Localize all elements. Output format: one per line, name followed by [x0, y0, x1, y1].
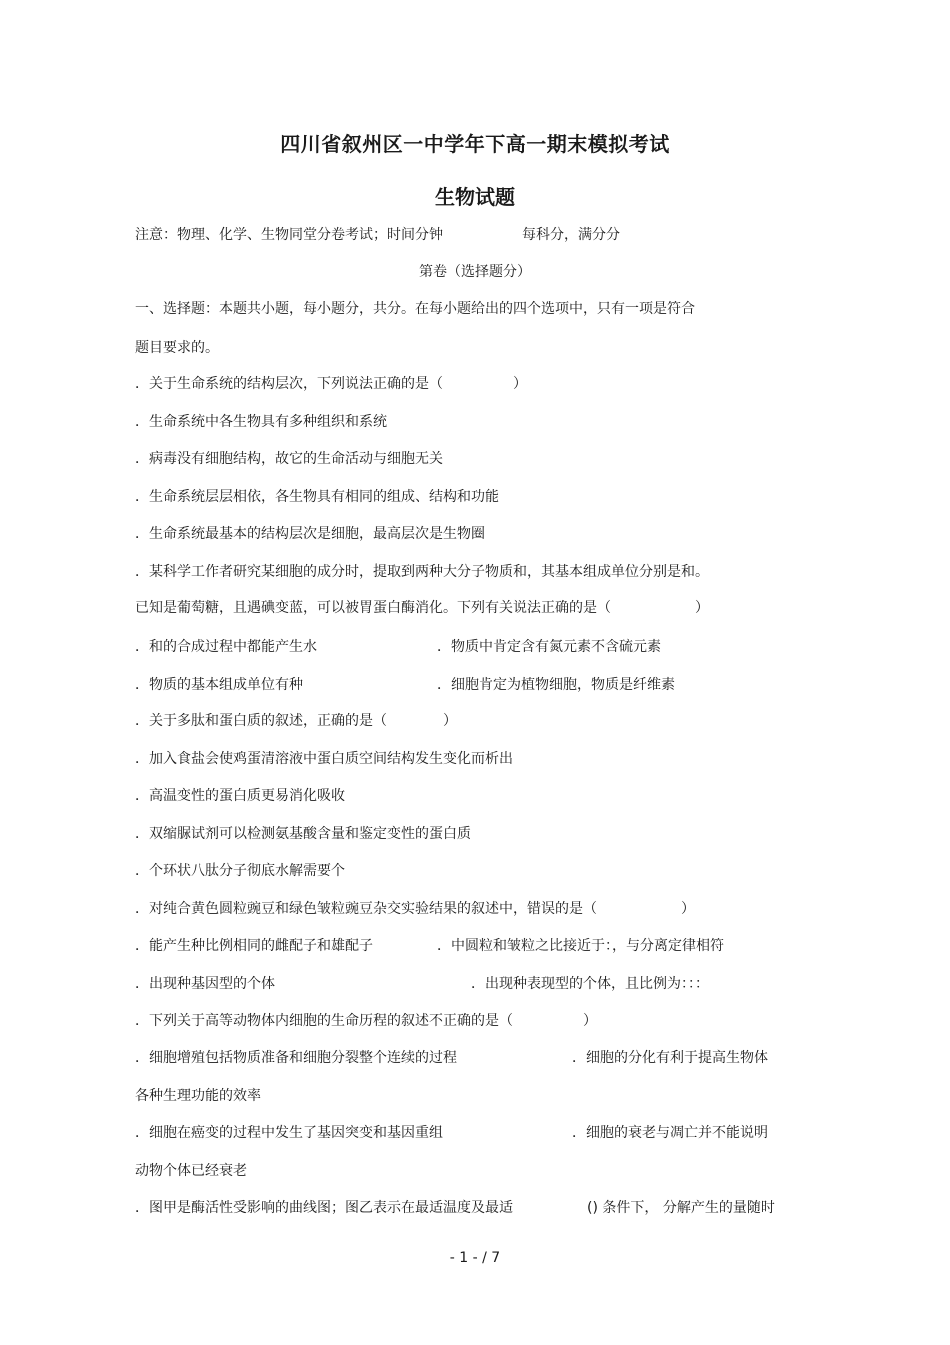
question-option: ．双缩脲试剂可以检测氨基酸含量和鉴定变性的蛋白质: [135, 826, 471, 842]
question-option: ．和的合成过程中都能产生水: [135, 639, 317, 655]
question-stem: ．图甲是酶活性受影响的曲线图；图乙表示在最适温度及最适: [135, 1200, 513, 1216]
question-option: ．能产生种比例相同的雌配子和雄配子: [135, 938, 373, 954]
question-option: ．生命系统层层相依，各生物具有相同的组成、结构和功能: [135, 489, 499, 505]
question-stem: ．某科学工作者研究某细胞的成分时，提取到两种大分子物质和，其基本组成单位分别是和。: [135, 564, 709, 580]
question-stem-continued: () 条件下， 分解产生的量随时: [587, 1200, 775, 1216]
instruction-line: 题目要求的。: [135, 340, 219, 356]
question-option: ．细胞的分化有利于提高生物体: [572, 1050, 768, 1066]
question-option: ．病毒没有细胞结构，故它的生命活动与细胞无关: [135, 451, 443, 467]
question-stem: ．关于多肽和蛋白质的叙述，正确的是（ ）: [135, 713, 457, 729]
question-option: ．高温变性的蛋白质更易消化吸收: [135, 788, 345, 804]
question-stem: 已知是葡萄糖，且遇碘变蓝，可以被胃蛋白酶消化。下列有关说法正确的是（ ）: [135, 600, 709, 616]
question-option: ．物质中肯定含有氮元素不含硫元素: [437, 639, 661, 655]
question-option: ．细胞在癌变的过程中发生了基因突变和基因重组: [135, 1125, 443, 1141]
question-option: ．中圆粒和皱粒之比接近于：，与分离定律相符: [437, 938, 724, 954]
question-option: ．加入食盐会使鸡蛋清溶液中蛋白质空间结构发生变化而析出: [135, 751, 513, 767]
notice-right: 每科分，满分分: [522, 227, 620, 243]
question-option-continued: 各种生理功能的效率: [135, 1088, 261, 1104]
question-option: ．细胞的衰老与凋亡并不能说明: [572, 1125, 768, 1141]
question-option-continued: 动物个体已经衰老: [135, 1163, 247, 1179]
page-number: - 1 - / 7: [449, 1250, 501, 1266]
question-option: ．个环状八肽分子彻底水解需要个: [135, 863, 345, 879]
question-option: ．生命系统中各生物具有多种组织和系统: [135, 414, 387, 430]
question-stem: ．对纯合黄色圆粒豌豆和绿色皱粒豌豆杂交实验结果的叙述中，错误的是（ ）: [135, 901, 695, 917]
question-option: ．出现种表现型的个体，且比例为：：：: [471, 976, 709, 992]
page-title: 四川省叙州区一中学年下高一期末模拟考试: [280, 132, 670, 156]
section-title: 第卷（选择题分）: [419, 264, 531, 280]
question-stem: ．下列关于高等动物体内细胞的生命历程的叙述不正确的是（ ）: [135, 1013, 597, 1029]
question-option: ．细胞增殖包括物质准备和细胞分裂整个连续的过程: [135, 1050, 457, 1066]
question-option: ．出现种基因型的个体: [135, 976, 275, 992]
question-option: ．细胞肯定为植物细胞，物质是纤维素: [437, 677, 675, 693]
instruction-line: 一、选择题：本题共小题，每小题分，共分。在每小题给出的四个选项中，只有一项是符合: [135, 301, 695, 317]
question-option: ．生命系统最基本的结构层次是细胞，最高层次是生物圈: [135, 526, 485, 542]
question-stem: ．关于生命系统的结构层次，下列说法正确的是（ ）: [135, 376, 527, 392]
page-subtitle: 生物试题: [435, 185, 515, 209]
question-option: ．物质的基本组成单位有种: [135, 677, 303, 693]
notice-left: 注意：物理、化学、生物同堂分卷考试；时间分钟: [135, 227, 443, 243]
